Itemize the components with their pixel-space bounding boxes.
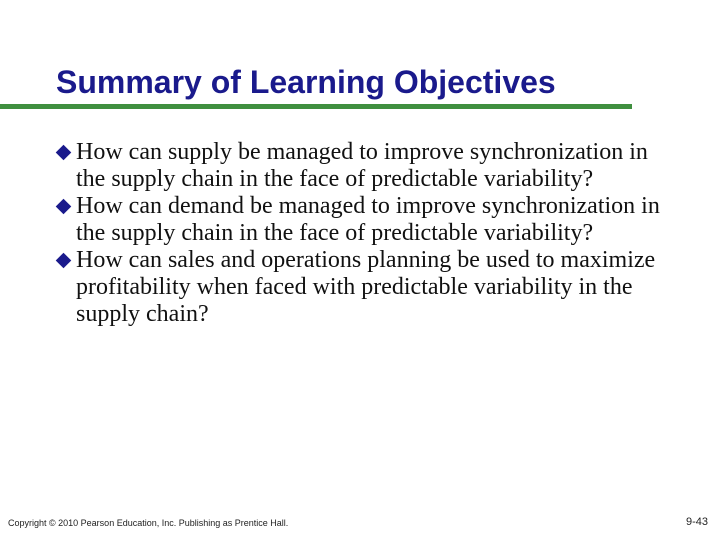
bullet-text: How can supply be managed to improve synchronization in the supply chain in the face of predictable variability? <box>76 139 648 192</box>
list-item <box>56 193 666 247</box>
slide-title: Summary of Learning Objectives <box>56 64 556 100</box>
page-number: 9-43 <box>685 516 708 528</box>
title-underline <box>0 104 632 109</box>
list-item <box>56 247 666 328</box>
list-item <box>56 139 666 193</box>
bullet-text: How can sales and operations planning be used to maximize profitability when faced with predictable variability in the supply chain? <box>76 247 656 327</box>
diamond-icon <box>56 199 72 215</box>
objectives-list <box>56 139 666 328</box>
diamond-icon <box>56 145 72 161</box>
diamond-icon <box>56 253 72 269</box>
bullet-text: How can demand be managed to improve synchronization in the supply chain in the face of predictable variability? <box>76 193 660 246</box>
copyright-footer: Copyright © 2010 Pearson Education, Inc. Publishing as Prentice Hall. <box>8 518 289 528</box>
